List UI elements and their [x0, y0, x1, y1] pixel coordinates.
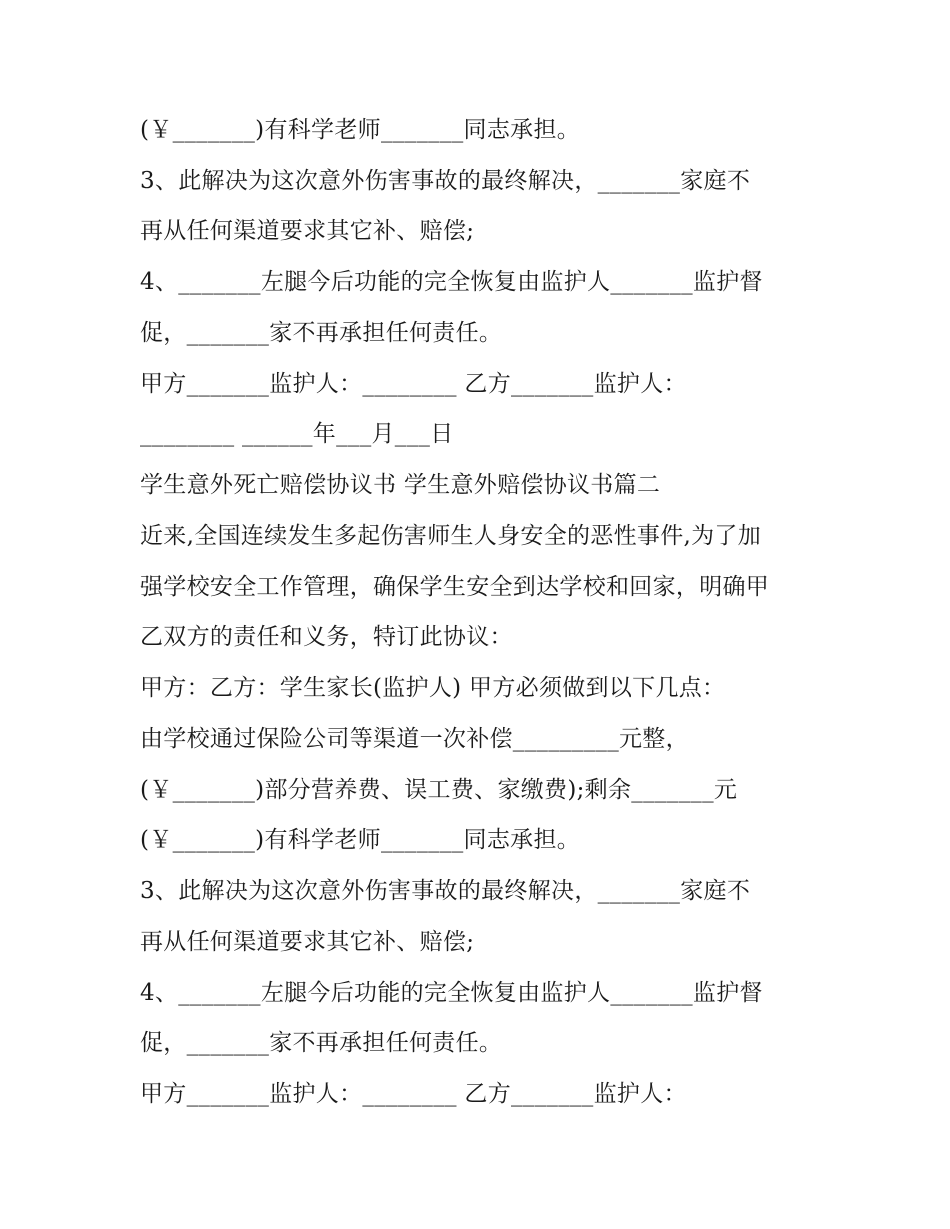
text-line: (￥_______)有科学老师_______同志承担。 [140, 117, 581, 143]
text-line: 强学校安全工作管理，确保学生安全到达学校和回家，明确甲 [140, 574, 770, 600]
date-line: ________ ______年___月___日 [140, 421, 454, 447]
section-heading: 学生意外死亡赔偿协议书 学生意外赔偿协议书篇二 [140, 472, 661, 498]
text-line: 甲方：乙方：学生家长(监护人) 甲方必须做到以下几点： [140, 675, 726, 701]
text-line: 再从任何渠道要求其它补、赔偿; [140, 929, 475, 955]
text-line: 3、此解决为这次意外伤害事故的最终解决，_______家庭不 [140, 878, 751, 904]
text-line: 3、此解决为这次意外伤害事故的最终解决，_______家庭不 [140, 168, 751, 194]
text-line: 4、_______左腿今后功能的完全恢复由监护人_______监护督 [140, 269, 763, 295]
text-line: 再从任何渠道要求其它补、赔偿; [140, 218, 475, 244]
signature-line: 甲方_______监护人：________ 乙方_______监护人： [140, 1081, 687, 1107]
text-line: 近来,全国连续发生多起伤害师生人身安全的恶性事件,为了加 [140, 523, 762, 549]
signature-line: 甲方_______监护人：________ 乙方_______监护人： [140, 371, 687, 397]
text-line: 促，_______家不再承担任何责任。 [140, 1030, 503, 1056]
text-line: (￥_______)部分营养费、误工费、家缴费);剩余_______元 [140, 777, 738, 803]
text-line: 由学校通过保险公司等渠道一次补偿_________元整， [140, 726, 689, 752]
text-line: 4、_______左腿今后功能的完全恢复由监护人_______监护督 [140, 980, 763, 1006]
text-line: 促，_______家不再承担任何责任。 [140, 320, 503, 346]
text-line: 乙双方的责任和义务，特订此协议： [140, 624, 513, 650]
text-line: (￥_______)有科学老师_______同志承担。 [140, 827, 581, 853]
